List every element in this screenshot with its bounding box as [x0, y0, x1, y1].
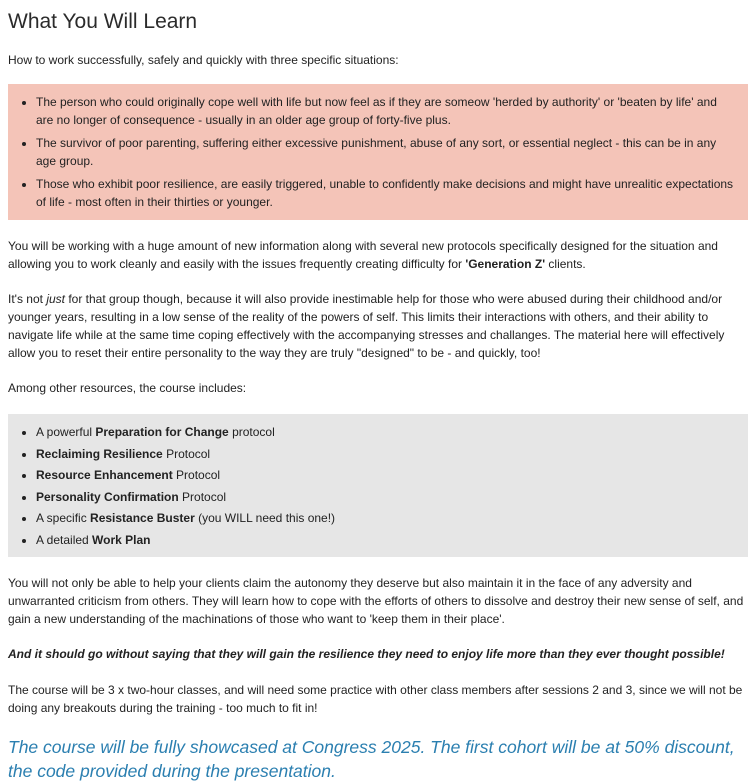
situations-list [22, 93, 734, 211]
situation-item: • The survivor of poor parenting, suffering either excessive punishment, abuse of any sort, or essential neglect - this can be in any age group. [36, 134, 734, 170]
resources-box [8, 414, 748, 557]
paragraph-abuse-lead: It's not [8, 292, 47, 306]
resource-item: • A powerful Preparation for Change protocol [36, 423, 734, 441]
situations-box [8, 84, 748, 220]
paragraph-protocols-text: You will be working with a huge amount of new information along with several new protocols specifically designed for the situation and allowing you to work cleanly and easily with the issues frequently creating difficulty for [8, 239, 718, 271]
paragraph-abuse-emphasis: just [46, 292, 65, 306]
resource-item: • Personality Confirmation Protocol [36, 488, 734, 506]
resources-list [22, 423, 734, 549]
paragraph-resilience: And it should go without saying that they will gain the resilience they need to enjoy life more than they ever thought possible! [8, 646, 725, 661]
paragraph-autonomy: You will not only be able to help your clients claim the autonomy they deserve but also maintain it in the face of any adversity and unwarranted criticism from others. They will learn how to cope with the efforts of others to dissolve and destroy their new sense of self, and gain a new understanding of the machinations of those who want to 'keep them in their place'. [8, 575, 744, 626]
resource-item: • A specific Resistance Buster (you WILL need this one!) [36, 509, 734, 527]
showcase-announcement: The course will be fully showcased at Congress 2025. The first cohort will be at 50% discount, the code provided during the presentation. [8, 736, 735, 781]
generation-z-highlight: 'Generation Z' [465, 257, 546, 271]
situation-item: • Those who exhibit poor resilience, are easily triggered, unable to confidently make decisions and might have unrealitic expectations of life - most often in their thirties or younger. [36, 175, 734, 211]
paragraph-protocols-tail: clients. [545, 257, 586, 271]
paragraph-protocols [8, 237, 748, 273]
resource-item: • Reclaiming Resilience Protocol [36, 445, 734, 463]
resource-item: • A detailed Work Plan [36, 531, 734, 549]
page-title: What You Will Learn [8, 10, 198, 33]
resources-intro: Among other resources, the course includes: [8, 381, 247, 395]
paragraph-abuse-text: for that group though, because it will also provide inestimable help for those who were abused during their childhood and/or younger years, resulting in a low sense of the reality of the powers of self. This limits their interactions with others, and their ability to navigate life while at the same time coping effectively with the accompanying stresses and challanges. The material here will effectively allow you to reset their entire personality to the way they are truly "designed" to be - and quickly, too! [8, 292, 725, 360]
paragraph-course-format: The course will be 3 x two-hour classes, and will need some practice with other class members after sessions 2 and 3, since we will not be doing any breakouts during the training - too much to fit in! [8, 682, 743, 715]
intro-text: How to work successfully, safely and quickly with three specific situations: [8, 53, 399, 67]
resource-item: • Resource Enhancement Protocol [36, 466, 734, 484]
paragraph-abuse [8, 290, 748, 362]
situation-item: • The person who could originally cope well with life but now feel as if they are someow 'herded by authority' or 'beaten by life' and are no longer of consequence - usually in an older age group of forty-five plus. [36, 93, 734, 129]
